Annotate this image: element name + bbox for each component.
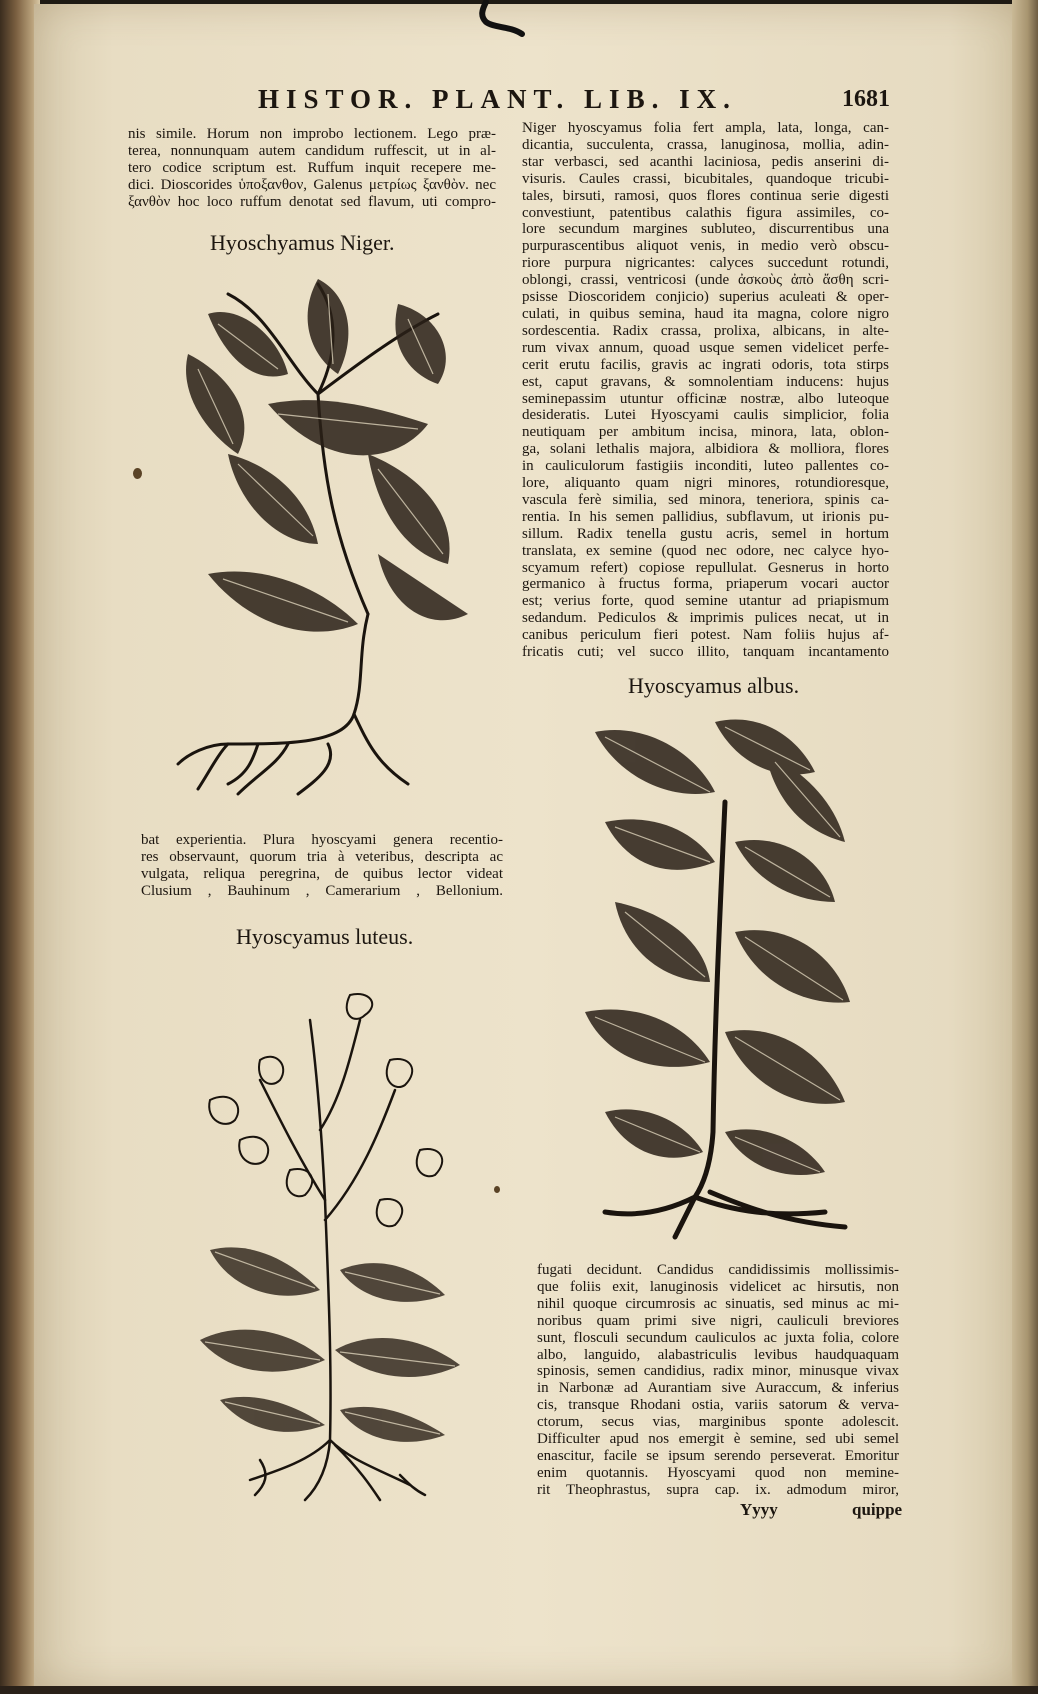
text-line: spinosis, semen candidius, radix minor, minusque vivax (537, 1363, 899, 1380)
catchword: quippe (852, 1500, 903, 1519)
text-line: desideratis. Lutei Hyoscyami caulis simplicior, folia (522, 407, 889, 424)
text-line: convestiunt, patentibus calathis figura assimiles, co- (522, 204, 889, 221)
text-line: fricatis cuti; vel succo illito, tanquam incantamento (522, 644, 889, 661)
text-line: visuris. Caules crassi, bicubitales, quandoque tricubi- (522, 170, 889, 187)
ink-spot (494, 1186, 500, 1193)
running-title: HISTOR. PLANT. LIB. IX. (258, 84, 737, 114)
text-line: seminepassim utuntur officinæ nostræ, albo luteoque (522, 390, 889, 407)
text-line: enim quotannis. Hyoscyami quod non memine- (537, 1464, 899, 1481)
text-line: riore purpura nigricantes: calyces succedunt rotundi, (522, 255, 889, 272)
text-line: star verbasci, sed acanthi laciniosa, pedis anserini di- (522, 153, 889, 170)
text-line: sedandum. Pediculos & imprimis pulices necat, ut in (522, 610, 889, 627)
right-bottom-text (537, 1262, 899, 1499)
text-line: purpurascentibus aliquot venis, in medio verò obscu- (522, 238, 889, 255)
text-line: lore, aliquanto quam nigri minores, rotundioresque, (522, 475, 889, 492)
text-line: ga, solani lethalis majora, albidiora & molliora, flores (522, 441, 889, 458)
woodcut-albus-icon (585, 712, 865, 1242)
text-line: tales, birsuti, ramosi, quos flores continua serie digesti (522, 187, 889, 204)
text-line: nihil quoque circumrosis ac sinuatis, sed minus ac mi- (537, 1295, 899, 1312)
text-line: dici. Dioscorides ὑποξανθον, Galenus μετρίως ξανθὸν. nec (128, 176, 496, 193)
text-line: tero codice scriptum est. Ruffum inquit recepere me- (128, 159, 496, 176)
woodcut-luteus-icon (200, 980, 465, 1510)
text-line: sordescentia. Radix crassa, prolixa, albicans, in alte- (522, 322, 889, 339)
caption-hyoscyamus-albus: Hyoscyamus albus. (628, 673, 800, 698)
text-line: scyamum refert) copiose repullulat. Gesnerus in horto (522, 559, 889, 576)
text-line: translata, ex semine (quod nec odore, nec calyce hyo- (522, 542, 889, 559)
page-bottom-edge (0, 1686, 1038, 1694)
text-line: bat experientia. Plura hyoscyami genera recentio- (141, 832, 503, 848)
text-line: sunt, flosculi secundum cauliculos ac juxta folia, colore (537, 1329, 899, 1346)
text-line: in cauliculorum fastigiis inconditi, luteo pallentes co- (522, 458, 889, 475)
text-line: Clusium , Bauhinum , Camerarium , Bellonium. (141, 882, 503, 899)
text-line: sillum. Radix tenella gustu acris, semel in hortum (522, 525, 889, 542)
text-line: rentia. In his semen pallidius, subflavum, ut irionis pu- (522, 508, 889, 525)
text-line: nis simile. Horum non improbo lectionem. Lego præ- (128, 126, 496, 142)
text-line: germanico à fructus forma, priaperum vocari auctor (522, 576, 889, 593)
text-line: cis, transque Rhodani ostia, variis satorum & verva- (537, 1397, 899, 1414)
text-line: lore secundum margines subluteo, discurrentibus una (522, 221, 889, 238)
text-line: ξανθὸν hoc loco ruffum denotat sed flavum, uti compro- (128, 193, 496, 210)
text-line: que foliis exit, lanuginosis videlicet ac hirsutis, non (537, 1278, 899, 1295)
text-line: Difficulter apud nos emergit è semine, sed ubi semel (537, 1431, 899, 1448)
woodcut-niger-icon (168, 274, 478, 810)
text-line: noribus quam primi sive nigri, cauliculi breviores (537, 1312, 899, 1329)
text-line: enascitur, facile se ipsum serendo perseverat. Emoritur (537, 1447, 899, 1464)
running-header (0, 84, 1038, 124)
text-line: oblongi, crassi, ventricosi (unde ἀσκοὺς ἀπὸ ἄσθη scri- (522, 272, 889, 289)
text-line: rit Theophrastus, supra cap. ix. admodum miror, (537, 1481, 899, 1498)
ink-spot (133, 468, 142, 479)
right-top-text (522, 120, 889, 661)
text-line: neutiquam per ambitum incisa, minora, lata, oblon- (522, 424, 889, 441)
text-line: Niger hyoscyamus folia fert ampla, lata, longa, can- (522, 120, 889, 136)
caption-hyoscyamus-niger: Hyoschyamus Niger. (210, 230, 395, 255)
page-number: 1681 (842, 86, 890, 112)
text-line: est, caput gravans, & somnolentiam inducens: hujus (522, 373, 889, 390)
text-line: fugati decidunt. Candidus candidissimis mollissimis- (537, 1262, 899, 1278)
text-line: dicantia, succulenta, crassa, lanuginosa, mollia, adin- (522, 136, 889, 153)
text-line: canibus periculum fieri potest. Nam foliis hujus af- (522, 627, 889, 644)
illustration-hyoscyamus-luteus (200, 980, 465, 1510)
text-line: albo, languido, alabastriculis levibus haudquaquam (537, 1346, 899, 1363)
text-line: est; verius forte, quod semine utantur ad priapismum (522, 593, 889, 610)
caption-hyoscyamus-luteus: Hyoscyamus luteus. (236, 924, 414, 949)
text-line: rum vivax annum, quoad usque semen videlicet perfe- (522, 339, 889, 356)
text-line: vulgata, reliqua peregrina, de quibus lector videat (141, 865, 503, 882)
illustration-hyoscyamus-albus (585, 712, 865, 1242)
left-middle-text (141, 832, 503, 900)
illustration-hyoscyamus-niger (168, 274, 478, 810)
page-edge (1012, 0, 1038, 1694)
text-line: psisse Dioscoridem conjicio) superius aculeati & oper- (522, 289, 889, 306)
left-top-text (128, 126, 496, 211)
text-line: in Narbonæ ad Aurantiam sive Auraccum, & inferius (537, 1380, 899, 1397)
text-line: res observaunt, quorum tria à veteribus, descripta ac (141, 848, 503, 865)
text-line: cerit erutu facilis, gravis ac ingrati odoris, tota stirps (522, 356, 889, 373)
text-line: vascula ferè similia, sed minora, teneriora, spinis ca- (522, 491, 889, 508)
signature-mark: Yyyy (740, 1500, 778, 1519)
text-line: ctorum, secus vias, marginibus sponte adolescit. (537, 1414, 899, 1431)
text-line: culati, in quibus semina, haud ita magna, colore nigro (522, 305, 889, 322)
bookmark-ribbon-icon (472, 0, 532, 46)
text-line: terea, nonnunquam autem candidum ruffescit, ut in al- (128, 142, 496, 159)
